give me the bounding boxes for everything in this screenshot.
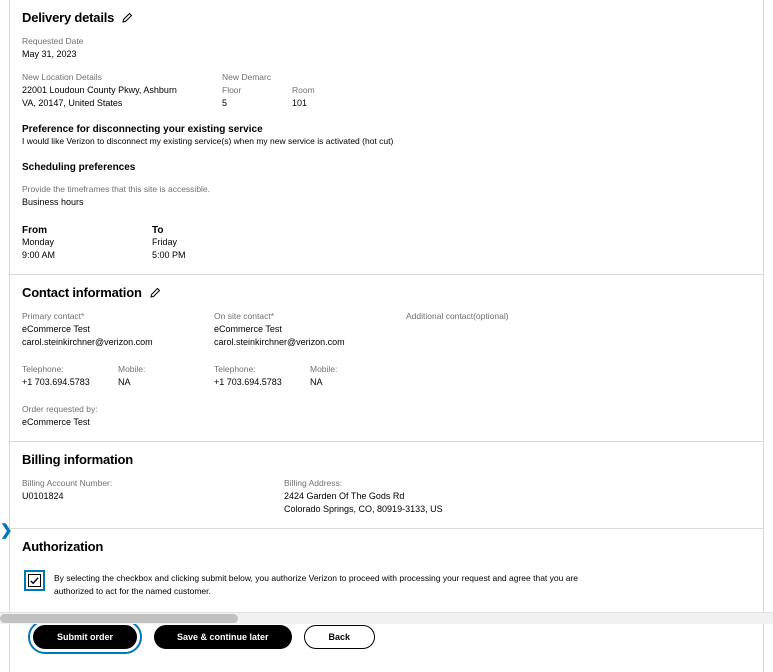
onsite-phone-block (214, 363, 406, 389)
new-location-label: New Location Details (22, 72, 102, 82)
pointer-arrow-icon: ❯ (0, 522, 13, 539)
floor-value: 5 (222, 98, 228, 108)
back-button[interactable]: Back (304, 625, 376, 649)
scheduling-heading: Scheduling preferences (22, 162, 136, 173)
billing-information-title: Billing information (22, 452, 134, 467)
billing-address-line1: 2424 Garden Of The Gods Rd (284, 491, 405, 501)
onsite-telephone-value: +1 703.694.5783 (214, 377, 282, 387)
to-label: To (152, 225, 164, 236)
primary-telephone-block (22, 363, 118, 389)
primary-mobile-block (118, 363, 214, 389)
submit-order-button[interactable]: Submit order (33, 625, 137, 649)
schedule-from-block (22, 223, 152, 262)
authorization-row (22, 570, 751, 598)
primary-mobile-label: Mobile: (118, 364, 146, 374)
billing-row (22, 477, 751, 516)
authorization-title: Authorization (22, 539, 104, 554)
onsite-contact-block (214, 310, 406, 349)
submit-order-focus-ring (28, 620, 142, 654)
edit-pencil-icon[interactable] (149, 287, 161, 299)
authorization-text: By selecting the checkbox and clicking submit below, you authorize Verizon to proceed with processing your request and agree that you are authorized to act for the named customer. (54, 573, 578, 596)
disconnect-preference-block (22, 124, 751, 148)
new-demarc-label: New Demarc (222, 72, 272, 82)
onsite-contact-name: eCommerce Test (214, 324, 282, 334)
billing-address-label: Billing Address: (284, 478, 343, 488)
timeframe-label: Provide the timeframes that this site is accessible. (22, 184, 211, 194)
primary-contact-name: eCommerce Test (22, 324, 90, 334)
horizontal-scrollbar-thumb[interactable] (0, 614, 238, 623)
additional-contact-block (406, 310, 656, 349)
additional-contact-label: Additional contact(optional) (406, 311, 509, 321)
onsite-mobile-value: NA (310, 377, 323, 387)
edit-pencil-icon[interactable] (121, 12, 133, 24)
primary-mobile-value: NA (118, 377, 131, 387)
disconnect-text: I would like Verizon to disconnect my existing service(s) when my new service is activated (hot cut) (22, 136, 394, 146)
billing-information-section (10, 442, 763, 529)
new-demarc-block (222, 71, 412, 110)
room-block (292, 84, 412, 110)
from-label: From (22, 225, 47, 236)
new-location-line2: VA, 20147, United States (22, 98, 123, 108)
room-label: Room (292, 85, 315, 95)
onsite-contact-email: carol.steinkirchner@verizon.com (214, 337, 345, 347)
contact-information-header (22, 285, 751, 300)
billing-account-block (22, 477, 284, 516)
onsite-telephone-label: Telephone: (214, 364, 256, 374)
primary-contact-block (22, 310, 214, 349)
requested-date-value: May 31, 2023 (22, 49, 77, 59)
onsite-telephone-block (214, 363, 310, 389)
order-requested-by-value: eCommerce Test (22, 417, 90, 427)
horizontal-scrollbar[interactable] (0, 612, 773, 624)
delivery-details-header (22, 10, 751, 25)
location-demarc-row (22, 71, 751, 110)
authorization-checkbox-focus-ring (24, 570, 45, 591)
contact-information-section (10, 275, 763, 442)
requested-date-label: Requested Date (22, 36, 84, 46)
timeframe-value: Business hours (22, 197, 84, 207)
order-requested-by-block (22, 403, 751, 429)
billing-account-label: Billing Account Number: (22, 478, 113, 488)
authorization-header (22, 539, 751, 554)
schedule-range-row (22, 223, 751, 262)
action-button-bar (22, 620, 751, 660)
room-value: 101 (292, 98, 308, 108)
from-time: 9:00 AM (22, 250, 56, 260)
delivery-details-title: Delivery details (22, 10, 115, 25)
contacts-row (22, 310, 751, 349)
schedule-to-block (152, 223, 282, 262)
onsite-mobile-label: Mobile: (310, 364, 338, 374)
onsite-contact-label: On site contact* (214, 311, 275, 321)
new-location-block (22, 71, 222, 110)
to-time: 5:00 PM (152, 250, 186, 260)
floor-room-row (222, 84, 412, 110)
primary-phone-inner (22, 363, 214, 389)
order-requested-by-label: Order requested by: (22, 404, 98, 414)
onsite-phone-inner (214, 363, 406, 389)
contacts-phone-row (22, 363, 751, 389)
billing-account-value: U0101824 (22, 491, 64, 501)
contact-information-title: Contact information (22, 285, 142, 300)
order-review-panel (9, 0, 764, 672)
primary-telephone-label: Telephone: (22, 364, 64, 374)
onsite-mobile-block (310, 363, 406, 389)
primary-contact-label: Primary contact* (22, 311, 85, 321)
floor-label: Floor (222, 85, 242, 95)
primary-telephone-value: +1 703.694.5783 (22, 377, 90, 387)
scheduling-preferences-block (22, 162, 751, 173)
from-day: Monday (22, 237, 55, 247)
save-and-continue-later-button[interactable]: Save & continue later (154, 625, 292, 649)
billing-address-block (284, 477, 443, 516)
authorization-checkbox[interactable] (28, 574, 41, 587)
delivery-details-section (10, 0, 763, 275)
timeframe-block (22, 183, 751, 209)
floor-block (222, 84, 292, 110)
contacts-phone-spacer (406, 363, 656, 389)
disconnect-heading: Preference for disconnecting your existing service (22, 124, 263, 135)
new-location-line1: 22001 Loudoun County Pkwy, Ashburn (22, 85, 177, 95)
primary-contact-email: carol.steinkirchner@verizon.com (22, 337, 153, 347)
billing-address-line2: Colorado Springs, CO, 80919-3133, US (284, 504, 443, 514)
billing-information-header (22, 452, 751, 467)
to-day: Friday (152, 237, 178, 247)
requested-date-block (22, 35, 751, 61)
authorization-section (10, 529, 763, 672)
primary-phone-block (22, 363, 214, 389)
